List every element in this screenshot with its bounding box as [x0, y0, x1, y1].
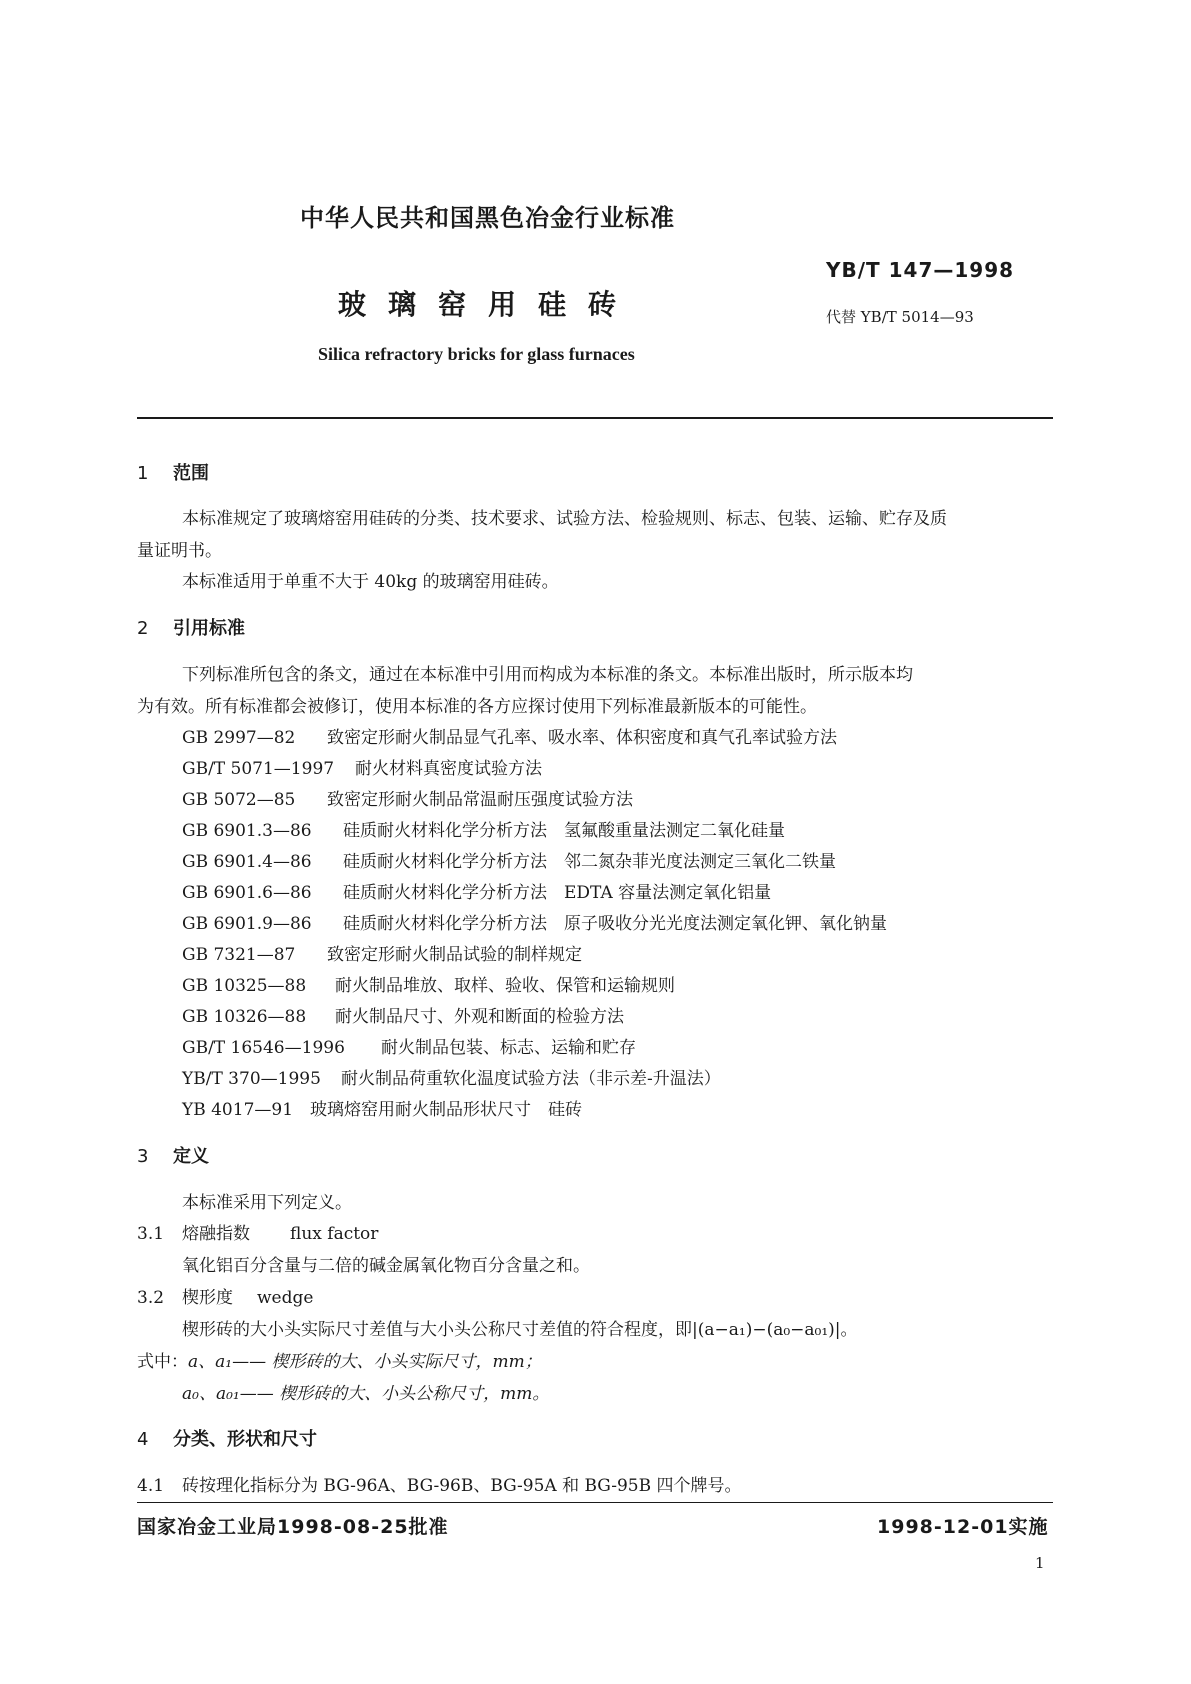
reference-title: 耐火制品尺寸、外观和断面的检验方法 [335, 1007, 624, 1027]
section-title: 范围 [173, 463, 209, 484]
reference-code: GB 6901.6—86 [182, 883, 312, 903]
section-3-heading [137, 1142, 209, 1168]
reference-title: 硅质耐火材料化学分析方法 邻二氮杂菲光度法测定三氧化二铁量 [343, 852, 836, 872]
document-title-cn: 玻璃窑用硅砖 [338, 288, 639, 321]
definition-term: 楔形度 [182, 1288, 233, 1308]
reference-code: GB 5072—85 [182, 790, 296, 810]
definition-term-en: wedge [257, 1288, 314, 1308]
section-title: 分类、形状和尺寸 [173, 1429, 317, 1450]
reference-title: 硅质耐火材料化学分析方法 氢氟酸重量法测定二氧化硅量 [343, 821, 785, 841]
reference-item [182, 1064, 721, 1089]
replaces-note: 代替 YB/T 5014—93 [826, 308, 974, 326]
definition-text: 氧化铝百分含量与二倍的碱金属氧化物百分含量之和。 [182, 1256, 590, 1276]
clause-4-1 [137, 1471, 741, 1496]
section-title: 定义 [173, 1146, 209, 1167]
section-number: 2 [137, 618, 149, 639]
reference-code: GB 6901.9—86 [182, 914, 312, 934]
clause-number: 4.1 [137, 1476, 165, 1496]
definition-term: 熔融指数 [182, 1224, 250, 1244]
document-title-en: Silica refractory bricks for glass furnaces [318, 344, 635, 364]
reference-item [182, 723, 837, 748]
section-2-heading [137, 614, 245, 640]
where-item: a₀、a₀₁—— 楔形砖的大、小头公称尺寸，mm。 [182, 1384, 550, 1404]
reference-title: 耐火制品堆放、取样、验收、保管和运输规则 [335, 976, 675, 996]
section-number: 4 [137, 1429, 149, 1450]
page-number: 1 [1035, 1554, 1045, 1572]
reference-title: 致密定形耐火制品试验的制样规定 [327, 945, 582, 965]
definition-3-2 [137, 1283, 313, 1308]
definition-text: 楔形砖的大小头实际尺寸差值与大小头公称尺寸差值的符合程度，即|(a−a₁)−(a₀−a₀₁)|。 [182, 1320, 858, 1340]
header-divider [137, 417, 1053, 419]
reference-code: GB 6901.4—86 [182, 852, 312, 872]
issuer-heading: 中华人民共和国黑色冶金行业标准 [300, 204, 675, 232]
paragraph: 量证明书。 [137, 541, 222, 561]
section-title: 引用标准 [173, 618, 245, 639]
reference-code: GB 2997—82 [182, 728, 296, 748]
reference-title: 耐火制品包装、标志、运输和贮存 [381, 1038, 636, 1058]
clause-number: 3.1 [137, 1224, 165, 1244]
standard-number: YB/T 147—1998 [826, 258, 1015, 282]
paragraph: 本标准规定了玻璃熔窑用硅砖的分类、技术要求、试验方法、检验规则、标志、包装、运输、贮存及质 [182, 509, 947, 529]
section-4-heading [137, 1425, 317, 1451]
reference-item [182, 878, 771, 903]
reference-title: 硅质耐火材料化学分析方法 原子吸收分光光度法测定氧化钾、氧化钠量 [343, 914, 887, 934]
reference-item [182, 1033, 636, 1058]
reference-code: GB 10325—88 [182, 976, 307, 996]
reference-item [182, 1002, 624, 1027]
reference-item [182, 971, 675, 996]
formula-where [137, 1347, 542, 1372]
reference-title: 硅质耐火材料化学分析方法 EDTA 容量法测定氧化铝量 [343, 883, 772, 903]
where-item: a、a₁—— 楔形砖的大、小头实际尺寸，mm； [188, 1352, 542, 1372]
where-label: 式中： [137, 1352, 188, 1372]
paragraph: 下列标准所包含的条文，通过在本标准中引用而构成为本标准的条文。本标准出版时，所示版本均 [182, 665, 913, 685]
reference-title: 耐火材料真密度试验方法 [355, 759, 542, 779]
reference-item [182, 940, 582, 965]
reference-title: 致密定形耐火制品显气孔率、吸水率、体积密度和真气孔率试验方法 [327, 728, 837, 748]
reference-item [182, 1095, 582, 1120]
reference-title: 玻璃熔窑用耐火制品形状尺寸 硅砖 [310, 1100, 582, 1120]
reference-item [182, 816, 785, 841]
reference-code: GB 6901.3—86 [182, 821, 312, 841]
footer-divider [137, 1502, 1053, 1503]
reference-code: GB 10326—88 [182, 1007, 307, 1027]
reference-code: GB 7321—87 [182, 945, 296, 965]
reference-title: 耐火制品荷重软化温度试验方法（非示差-升温法） [341, 1069, 721, 1089]
section-number: 3 [137, 1146, 149, 1167]
clause-text: 砖按理化指标分为 BG-96A、BG-96B、BG-95A 和 BG-95B 四个牌号。 [182, 1476, 742, 1496]
reference-code: GB/T 5071—1997 [182, 759, 335, 779]
reference-code: YB/T 370—1995 [182, 1069, 321, 1089]
clause-number: 3.2 [137, 1288, 165, 1308]
paragraph: 本标准采用下列定义。 [182, 1193, 352, 1213]
definition-3-1 [137, 1219, 378, 1244]
paragraph: 本标准适用于单重不大于 40kg 的玻璃窑用硅砖。 [182, 572, 559, 592]
reference-code: YB 4017—91 [182, 1100, 294, 1120]
reference-item [182, 847, 836, 872]
approval-date: 国家冶金工业局1998-08-25批准 [137, 1516, 449, 1538]
section-1-heading [137, 459, 209, 485]
reference-item [182, 754, 542, 779]
reference-code: GB/T 16546—1996 [182, 1038, 345, 1058]
definition-term-en: flux factor [290, 1224, 379, 1244]
reference-item [182, 909, 887, 934]
reference-title: 致密定形耐火制品常温耐压强度试验方法 [327, 790, 633, 810]
reference-item [182, 785, 633, 810]
section-number: 1 [137, 463, 149, 484]
effective-date: 1998-12-01实施 [877, 1516, 1049, 1538]
paragraph: 为有效。所有标准都会被修订，使用本标准的各方应探讨使用下列标准最新版本的可能性。 [137, 697, 817, 717]
